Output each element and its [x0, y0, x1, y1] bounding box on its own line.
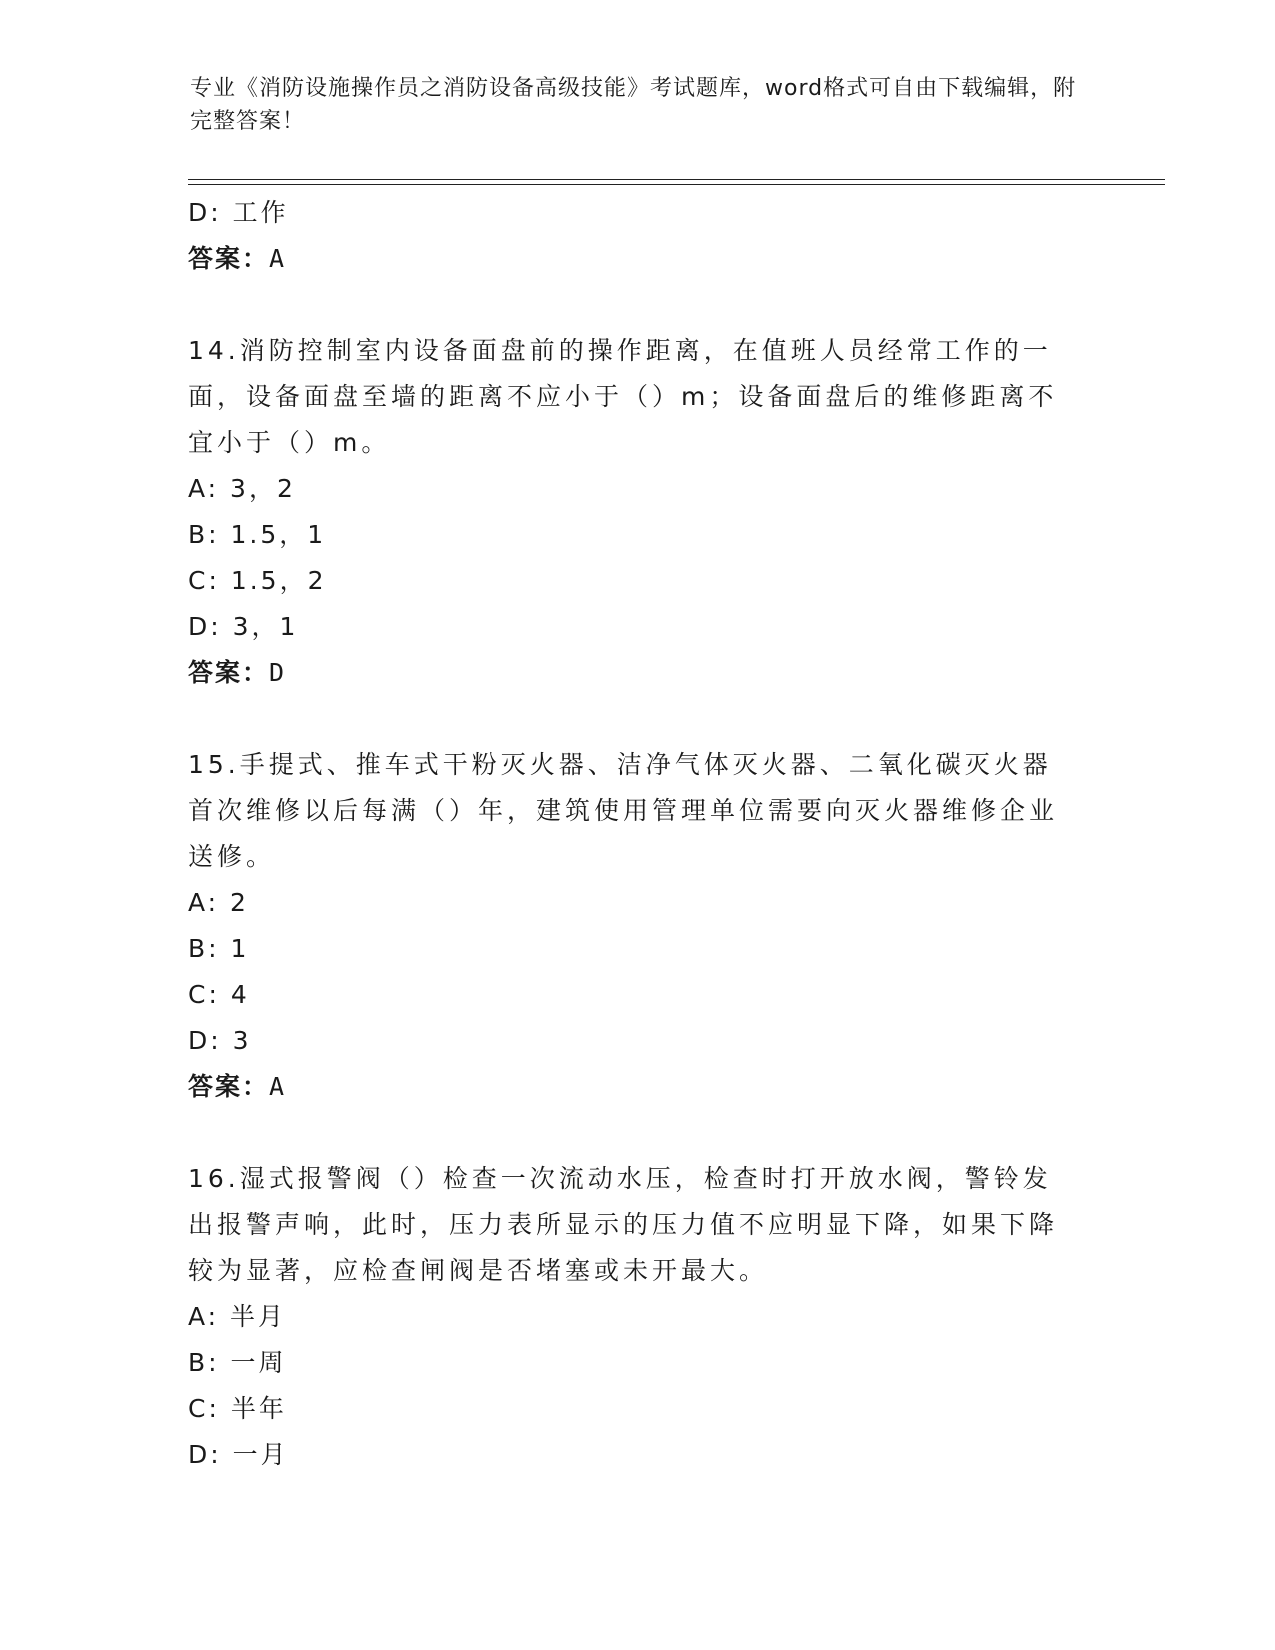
answer-value: D [269, 658, 287, 687]
prev-answer [188, 236, 1078, 282]
option-b: B: 1.5，1 [188, 520, 327, 549]
option-a: A: 2 [188, 888, 249, 917]
option-a: A: 半月 [188, 1302, 287, 1331]
answer-value: A [269, 1072, 287, 1101]
question-answer [188, 1064, 1078, 1110]
page-header: 专业《消防设施操作员之消防设备高级技能》考试题库，word格式可自由下载编辑，附完整答案！ [190, 76, 1077, 134]
answer-label: 答案： [188, 658, 270, 687]
header-rule-bottom [188, 184, 1165, 185]
question-stem: 14.消防控制室内设备面盘前的操作距离，在值班人员经常工作的一面，设备面盘至墙的距离不应小于（）m；设备面盘后的维修距离不宜小于（）m。 [188, 336, 1058, 457]
question-15 [188, 742, 1078, 1110]
question-16 [188, 1156, 1078, 1478]
header-rule-top [188, 179, 1165, 180]
option-d: D: 一月 [188, 1440, 289, 1469]
question-stem: 16.湿式报警阀（）检查一次流动水压，检查时打开放水阀，警铃发出报警声响，此时，压力表所显示的压力值不应明显下降，如果下降较为显著，应检查闸阀是否堵塞或未开最大。 [188, 1164, 1059, 1285]
option-c: C: 4 [188, 980, 250, 1009]
question-14 [188, 328, 1078, 696]
answer-label: 答案： [188, 1072, 270, 1101]
option-d: D: 3，1 [188, 612, 299, 641]
option-c: C: 1.5，2 [188, 566, 327, 595]
document-body [188, 190, 1078, 1478]
prev-option-d: D: 工作 [188, 198, 289, 227]
question-answer [188, 650, 1078, 696]
option-b: B: 1 [188, 934, 250, 963]
option-c: C: 半年 [188, 1394, 287, 1423]
option-b: B: 一周 [188, 1348, 287, 1377]
answer-label: 答案： [188, 244, 270, 273]
option-d: D: 3 [188, 1026, 252, 1055]
question-stem: 15.手提式、推车式干粉灭火器、洁净气体灭火器、二氧化碳灭火器首次维修以后每满（）年，建筑使用管理单位需要向灭火器维修企业送修。 [188, 750, 1059, 871]
option-a: A: 3，2 [188, 474, 296, 503]
answer-value: A [269, 244, 287, 273]
